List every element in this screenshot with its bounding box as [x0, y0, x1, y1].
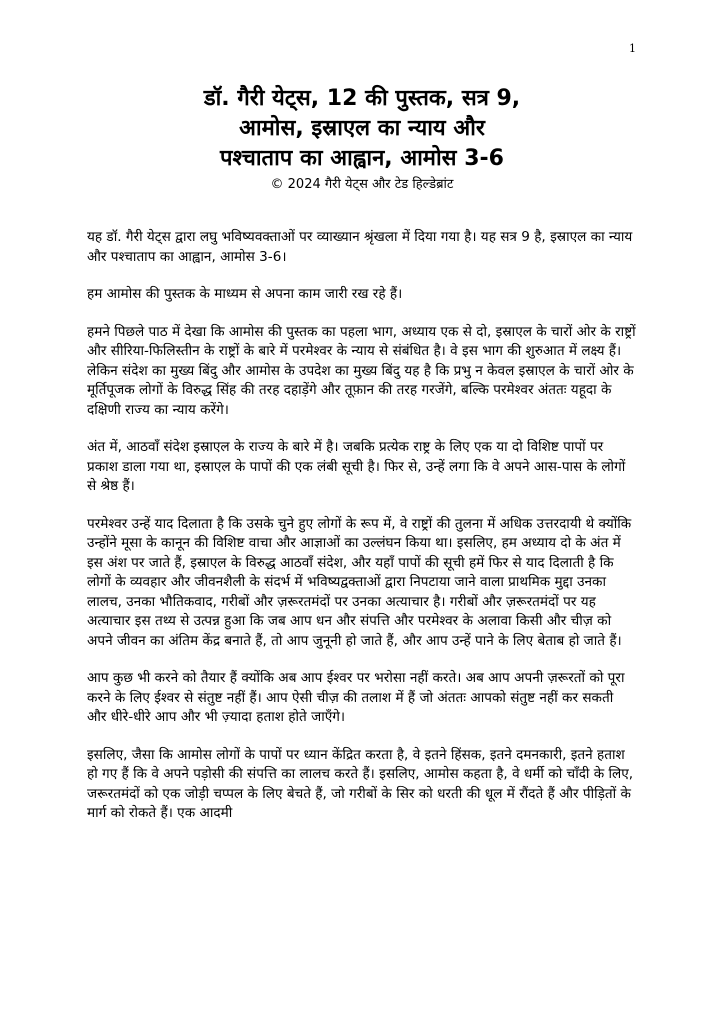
- paragraph-6: आप कुछ भी करने को तैयार हैं क्योंकि अब आप ईश्वर पर भरोसा नहीं करते। अब आप अपनी ज़रूरतों को पूरा करने के लिए ईश्वर से संतुष्ट नहीं हैं। आप ऐसी चीज़ की तलाश में हैं जो अंततः आपको संतुष्ट नहीं कर सकती और धीरे-धीरे आप और भी ज़्यादा हताश होते जाएँगे।: [87, 670, 625, 725]
- paragraph-4: अंत में, आठवाँ संदेश इस्राएल के राज्य के बारे में है। जबकि प्रत्येक राष्ट्र के लिए एक या दो विशिष्ट पापों पर प्रकाश डाला गया था, इस्राएल के पापों की एक लंबी सूची है। फिर से, उन्हें लगा कि वे अपने आस-पास के लोगों से श्रेष्ठ हैं।: [87, 439, 626, 494]
- title-line-1: डॉ. गैरी येट्स, 12 की पुस्तक, सत्र 9,: [203, 86, 521, 111]
- title-line-2: आमोस, इस्राएल का न्याय और: [239, 116, 485, 141]
- paragraph-1: यह डॉ. गैरी येट्स द्वारा लघु भविष्यवक्ताओं पर व्याख्यान श्रृंखला में दिया गया है। यह सत्र 9 है, इस्राएल का न्याय और पश्चाताप का आह्वान, आमोस 3-6।: [87, 229, 633, 265]
- paragraph-7: इसलिए, जैसा कि आमोस लोगों के पापों पर ध्यान केंद्रित करता है, वे इतने हिंसक, इतने दमनकारी, इतने हताश हो गए हैं कि वे अपने पड़ोसी की संपत्ति का लालच करते हैं। इसलिए, आमोस कहता है, वे धर्मी को चाँदी के लिए, जरूरतमंदों को एक जोड़ी चप्पल के लिए बेचते हैं, जो गरीबों के सिर को धरती की धूल में रौंदते हैं और पीड़ितों के मार्ग को रोकते हैं। एक आदमी: [87, 746, 634, 821]
- page-number: 1: [629, 42, 636, 55]
- copyright-notice: © 2024 गैरी येट्स और टेड हिल्डेब्रांट: [270, 177, 454, 192]
- document-header: [0, 84, 724, 194]
- title-line-3: पश्चाताप का आह्वान, आमोस 3-6: [220, 146, 504, 171]
- paragraph-5: परमेश्वर उन्हें याद दिलाता है कि उसके चुने हुए लोगों के रूप में, वे राष्ट्रों की तुलना में अधिक उत्तरदायी थे क्योंकि उन्होंने मूसा के कानून की विशिष्ट वाचा और आज्ञाओं का उल्लंघन किया था। इसलिए, हम अध्याय दो के अंत में इस अंश पर जाते हैं, इस्राएल के विरुद्ध आठवाँ संदेश, और यहाँ पापों की सूची हमें फिर से याद दिलाती है कि लोगों के व्यवहार और जीवनशैली के संदर्भ में भविष्यद्वक्ताओं द्वारा निपटाया जाने वाला प्राथमिक मुद्दा उनका लालच, उनका भौतिकवाद, गरीबों और ज़रूरतमंदों पर उनका अत्याचार है। गरीबों और ज़रूरतमंदों पर यह अत्याचार इस तथ्य से उत्पन्न हुआ कि जब आप धन और संपत्ति और परमेश्वर के अलावा किसी और चीज़ को अपने जीवन का अंतिम केंद्र बनाते हैं, तो आप जुनूनी हो जाते हैं, और आप उन्हें पाने के लिए बेताब हो जाते हैं।: [87, 515, 632, 649]
- document-body: [87, 228, 637, 842]
- paragraph-2: हम आमोस की पुस्तक के माध्यम से अपना काम जारी रख रहे हैं।: [87, 286, 403, 302]
- paragraph-3: हमने पिछले पाठ में देखा कि आमोस की पुस्तक का पहला भाग, अध्याय एक से दो, इस्राएल के चारों ओर के राष्ट्रों और सीरिया-फिलिस्तीन के राष्ट्रों के बारे में परमेश्वर के न्याय से संबंधित है। वे इस भाग की शुरुआत में लक्ष्य हैं। लेकिन संदेश का मुख्य बिंदु और आमोस के उपदेश का मुख्य बिंदु यह है कि प्रभु न केवल इस्राएल के चारों ओर के मूर्तिपूजक लोगों के विरुद्ध सिंह की तरह दहाड़ेंगे और तूफ़ान की तरह गरजेंगे, बल्कि परमेश्वर अंततः यहूदा के दक्षिणी राज्य का न्याय करेंगे।: [87, 323, 636, 418]
